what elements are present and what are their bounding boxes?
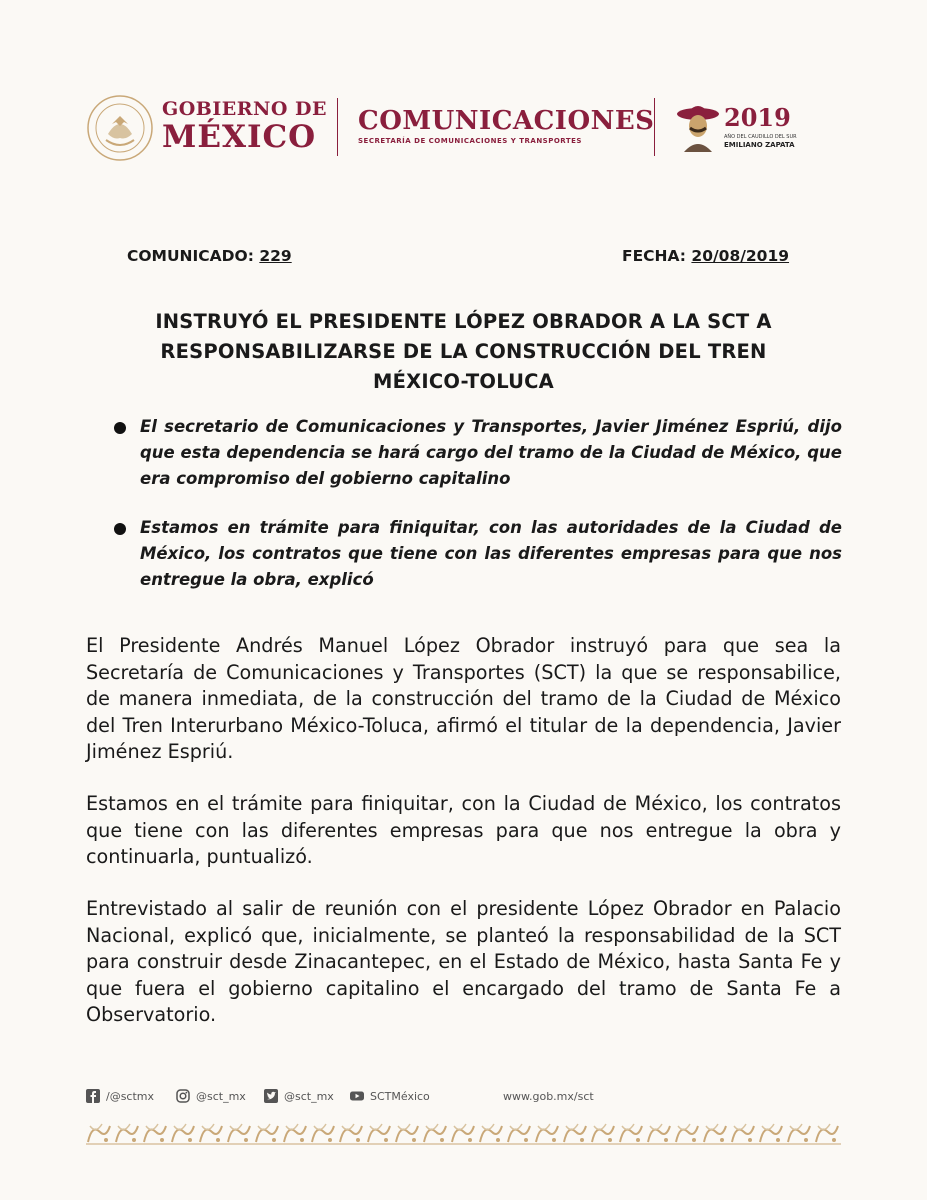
year-badge (676, 100, 806, 160)
website-link[interactable] (503, 1088, 594, 1104)
bullet-icon (114, 422, 126, 434)
comunicaciones-logo (358, 106, 654, 146)
national-seal-icon (86, 94, 154, 162)
website-url: www.gob.mx/sct (503, 1089, 594, 1103)
gob-line1: GOBIERNO DE (162, 98, 327, 120)
youtube-link[interactable] (350, 1088, 430, 1104)
fecha-label: FECHA: (622, 247, 687, 265)
bullet-icon (114, 523, 126, 535)
year-number: 2019 (724, 103, 791, 132)
fecha (622, 247, 789, 265)
comunicado-number (127, 247, 292, 265)
header-divider (654, 98, 655, 156)
decorative-pattern (86, 1120, 841, 1146)
dept-name: COMUNICACIONES (358, 106, 655, 136)
dept-subtitle: SECRETARÍA DE COMUNICACIONES Y TRANSPORTES (358, 137, 582, 145)
youtube-channel: SCTMéxico (370, 1089, 430, 1103)
facebook-handle: /@sctmx (106, 1089, 155, 1103)
instagram-link[interactable] (176, 1088, 246, 1104)
gob-line2: MÉXICO (162, 119, 317, 155)
summary-bullets (114, 414, 842, 616)
zapata-portrait-icon (676, 100, 720, 152)
body-paragraph: Entrevistado al salir de reunión con el presidente López Obrador en Palacio Nacional, explicó que, inicialmente, se planteó la responsabilidad de la SCT para construir desde Zinacantepec, en el Estado de México, hasta Santa Fe y que fuera el gobierno capitalino el encargado del tramo de Santa Fe a Observatorio. (86, 897, 841, 1027)
comunicado-value: 229 (259, 247, 292, 265)
youtube-icon (350, 1089, 364, 1103)
social-footer (86, 1088, 846, 1108)
twitter-handle: @sct_mx (284, 1089, 334, 1103)
fecha-value: 20/08/2019 (691, 247, 790, 265)
body-paragraph: El Presidente Andrés Manuel López Obrador instruyó para que sea la Secretaría de Comunicaciones y Transportes (SCT) la que se responsabilice, de manera inmediata, de la construcción del tramo de la Ciudad de México del Tren Interurbano México-Toluca, afirmó el titular de la dependencia, Javier Jiménez Espriú. (86, 634, 841, 764)
instagram-handle: @sct_mx (196, 1089, 246, 1103)
bullet-text: Estamos en trámite para finiquitar, con las autoridades de la Ciudad de México, los contratos que tiene con las diferentes empresas para que nos entregue la obra, explicó (140, 518, 842, 589)
header-divider (337, 98, 338, 156)
list-item (114, 414, 842, 492)
comunicado-label: COMUNICADO: (127, 247, 254, 265)
facebook-icon (86, 1089, 100, 1103)
facebook-link[interactable] (86, 1088, 154, 1104)
list-item (114, 515, 842, 593)
body-paragraph: Estamos en el trámite para finiquitar, con la Ciudad de México, los contratos que tiene con las diferentes empresas para que nos entregue la obra y continuarla, puntualizó. (86, 792, 841, 869)
year-honoree: EMILIANO ZAPATA (724, 141, 795, 149)
letterhead (86, 94, 846, 162)
page-title: INSTRUYÓ EL PRESIDENTE LÓPEZ OBRADOR A LA SCT A RESPONSABILIZARSE DE LA CONSTRUCCIÓN DEL TREN MÉXICO-TOLUCA (155, 310, 772, 393)
instagram-icon (176, 1089, 190, 1103)
year-subtitle: AÑO DEL CAUDILLO DEL SUR (724, 134, 797, 140)
gobierno-de-mexico-logo (162, 98, 327, 154)
twitter-icon (264, 1089, 278, 1103)
bullet-text: El secretario de Comunicaciones y Transportes, Javier Jiménez Espriú, dijo que esta dependencia se hará cargo del tramo de la Ciudad de México, que era compromiso del gobierno capitalino (140, 417, 842, 488)
twitter-link[interactable] (264, 1088, 334, 1104)
